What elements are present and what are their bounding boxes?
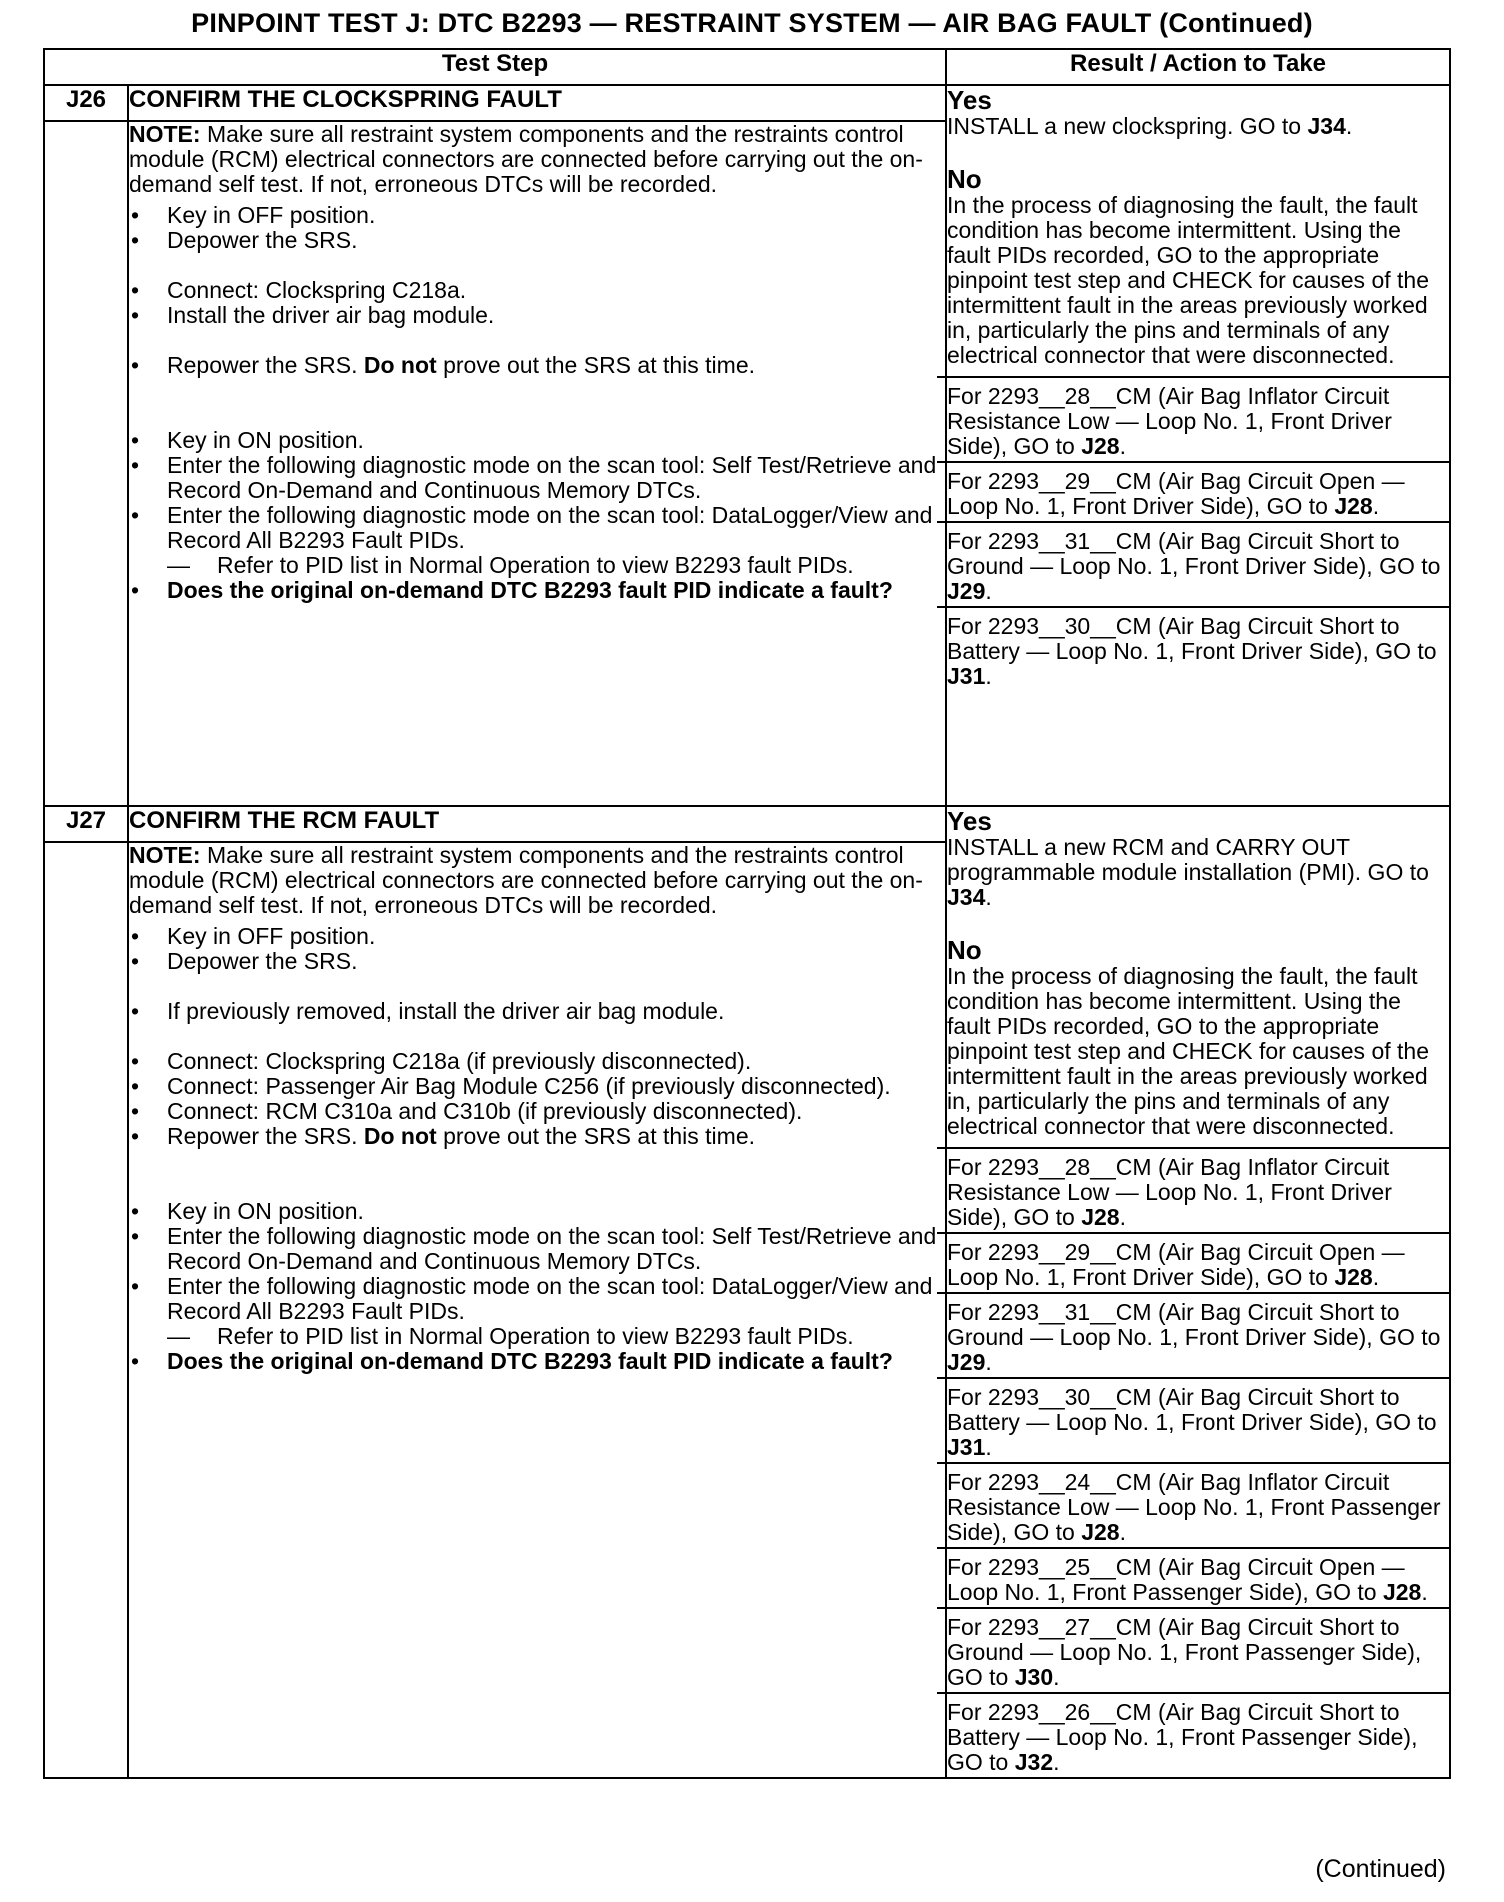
- page-title: PINPOINT TEST J: DTC B2293 — RESTRAINT SYSTEM — AIR BAG FAULT (Continued): [191, 8, 1313, 38]
- pid-action: For 2293__25__CM (Air Bag Circuit Open — Loop No. 1, Front Passenger Side), GO to J28.: [937, 1547, 1451, 1607]
- step-title: CONFIRM THE RCM FAULT: [128, 806, 946, 842]
- list-item: • Connect: Passenger Air Bag Module C256 (if previously disconnected).: [130, 1073, 891, 1099]
- step-header-row: [44, 85, 1450, 121]
- no-action: In the process of diagnosing the fault, the fault condition has become intermittent. Using the fault PIDs recorded, GO to the appropriate pinpoint test step and CHECK for causes of the intermittent fault in the areas previously worked in, particularly the pins and terminals of any electrical connector that were disconnected.: [947, 192, 1429, 368]
- list-item: • Does the original on-demand DTC B2293 fault PID indicate a fault?: [130, 1348, 893, 1374]
- step-header-row: [44, 806, 1450, 842]
- list-item: • Install the driver air bag module.: [130, 302, 495, 328]
- step-title: CONFIRM THE CLOCKSPRING FAULT: [128, 85, 946, 121]
- list-item: • Repower the SRS. Do not prove out the SRS at this time.: [130, 352, 756, 378]
- result-header: Result / Action to Take: [946, 49, 1450, 85]
- pid-action: For 2293__27__CM (Air Bag Circuit Short to Ground — Loop No. 1, Front Passenger Side), GO to J30.: [937, 1607, 1451, 1692]
- step-number-spacer: [44, 121, 128, 806]
- pid-action: For 2293__29__CM (Air Bag Circuit Open — Loop No. 1, Front Driver Side), GO to J28.: [937, 461, 1451, 521]
- pid-action: For 2293__30__CM (Air Bag Circuit Short to Battery — Loop No. 1, Front Driver Side), GO to J31.: [937, 1377, 1451, 1462]
- note: NOTE: Make sure all restraint system components and the restraints control module (RCM) electrical connectors are connected before carrying out the on-demand self test. If not, erroneous DTCs will be recorded.: [129, 121, 923, 197]
- no-label: No: [947, 935, 982, 965]
- sub-item: — Refer to PID list in Normal Operation to view B2293 fault PIDs.: [167, 552, 854, 578]
- list-item: • Key in ON position.: [130, 1198, 364, 1224]
- pinpoint-test-table: [43, 48, 1451, 1779]
- no-action: In the process of diagnosing the fault, the fault condition has become intermittent. Using the fault PIDs recorded, GO to the appropriate pinpoint test step and CHECK for causes of the intermittent fault in the areas previously worked in, particularly the pins and terminals of any electrical connector that were disconnected.: [947, 963, 1429, 1139]
- list-item: • Enter the following diagnostic mode on the scan tool: Self Test/Retrieve and Record On-Demand and Continuous Memory DTCs.: [130, 452, 937, 503]
- sub-item: — Refer to PID list in Normal Operation to view B2293 fault PIDs.: [167, 1323, 854, 1349]
- pid-action: For 2293__31__CM (Air Bag Circuit Short to Ground — Loop No. 1, Front Driver Side), GO to J29.: [937, 521, 1451, 606]
- step-result: [946, 85, 1450, 806]
- instruction-list: [129, 203, 945, 603]
- no-label: No: [947, 164, 982, 194]
- table-header-row: [44, 49, 1450, 85]
- list-item: • Depower the SRS.: [130, 948, 358, 974]
- yes-action: INSTALL a new clockspring. GO to J34.: [947, 113, 1353, 139]
- list-item: • Connect: RCM C310a and C310b (if previously disconnected).: [130, 1098, 803, 1124]
- yes-action: INSTALL a new RCM and CARRY OUT programmable module installation (PMI). GO to J34.: [947, 834, 1429, 910]
- list-item: • Repower the SRS. Do not prove out the SRS at this time.: [130, 1123, 756, 1149]
- instruction-list: [129, 924, 945, 1374]
- pid-action: For 2293__30__CM (Air Bag Circuit Short to Battery — Loop No. 1, Front Driver Side), GO to J31.: [937, 606, 1451, 691]
- list-item: • Key in OFF position.: [130, 202, 376, 228]
- step-instructions: [128, 842, 946, 1778]
- continued-label: (Continued): [1315, 1855, 1446, 1883]
- pid-action: For 2293__28__CM (Air Bag Inflator Circuit Resistance Low — Loop No. 1, Front Driver Side), GO to J28.: [937, 1147, 1451, 1232]
- list-item: • Key in ON position.: [130, 427, 364, 453]
- list-item: • Depower the SRS.: [130, 227, 358, 253]
- list-item: • Does the original on-demand DTC B2293 fault PID indicate a fault?: [130, 577, 893, 603]
- yes-label: Yes: [947, 806, 992, 836]
- test-step-header: Test Step: [44, 49, 946, 85]
- list-item: • Key in OFF position.: [130, 923, 376, 949]
- list-item: • Enter the following diagnostic mode on the scan tool: DataLogger/View and Record All B2293 Fault PIDs. — Refer to PID list in Normal Operation to view B2293 fault PIDs.: [129, 503, 945, 578]
- list-item: • Connect: Clockspring C218a.: [130, 277, 467, 303]
- step-number-spacer: [44, 842, 128, 1778]
- list-item: • Enter the following diagnostic mode on the scan tool: DataLogger/View and Record All B2293 Fault PIDs. — Refer to PID list in Normal Operation to view B2293 fault PIDs.: [129, 1274, 945, 1349]
- pid-action: For 2293__26__CM (Air Bag Circuit Short to Battery — Loop No. 1, Front Passenger Side), GO to J32.: [937, 1692, 1451, 1777]
- pid-action: For 2293__31__CM (Air Bag Circuit Short to Ground — Loop No. 1, Front Driver Side), GO to J29.: [937, 1292, 1451, 1377]
- list-item: • If previously removed, install the driver air bag module.: [130, 998, 725, 1024]
- step-instructions: [128, 121, 946, 806]
- note: NOTE: Make sure all restraint system components and the restraints control module (RCM) electrical connectors are connected before carrying out the on-demand self test. If not, erroneous DTCs will be recorded.: [129, 842, 923, 918]
- step-number: J27: [44, 806, 128, 842]
- pid-action: For 2293__24__CM (Air Bag Inflator Circuit Resistance Low — Loop No. 1, Front Passenger Side), GO to J28.: [937, 1462, 1451, 1547]
- pid-action: For 2293__28__CM (Air Bag Inflator Circuit Resistance Low — Loop No. 1, Front Driver Side), GO to J28.: [937, 376, 1451, 461]
- yes-label: Yes: [947, 85, 992, 115]
- step-number: J26: [44, 85, 128, 121]
- pid-action: For 2293__29__CM (Air Bag Circuit Open — Loop No. 1, Front Driver Side), GO to J28.: [937, 1232, 1451, 1292]
- list-item: • Enter the following diagnostic mode on the scan tool: Self Test/Retrieve and Record On-Demand and Continuous Memory DTCs.: [130, 1223, 937, 1274]
- step-result: [946, 806, 1450, 1778]
- list-item: • Connect: Clockspring C218a (if previously disconnected).: [130, 1048, 752, 1074]
